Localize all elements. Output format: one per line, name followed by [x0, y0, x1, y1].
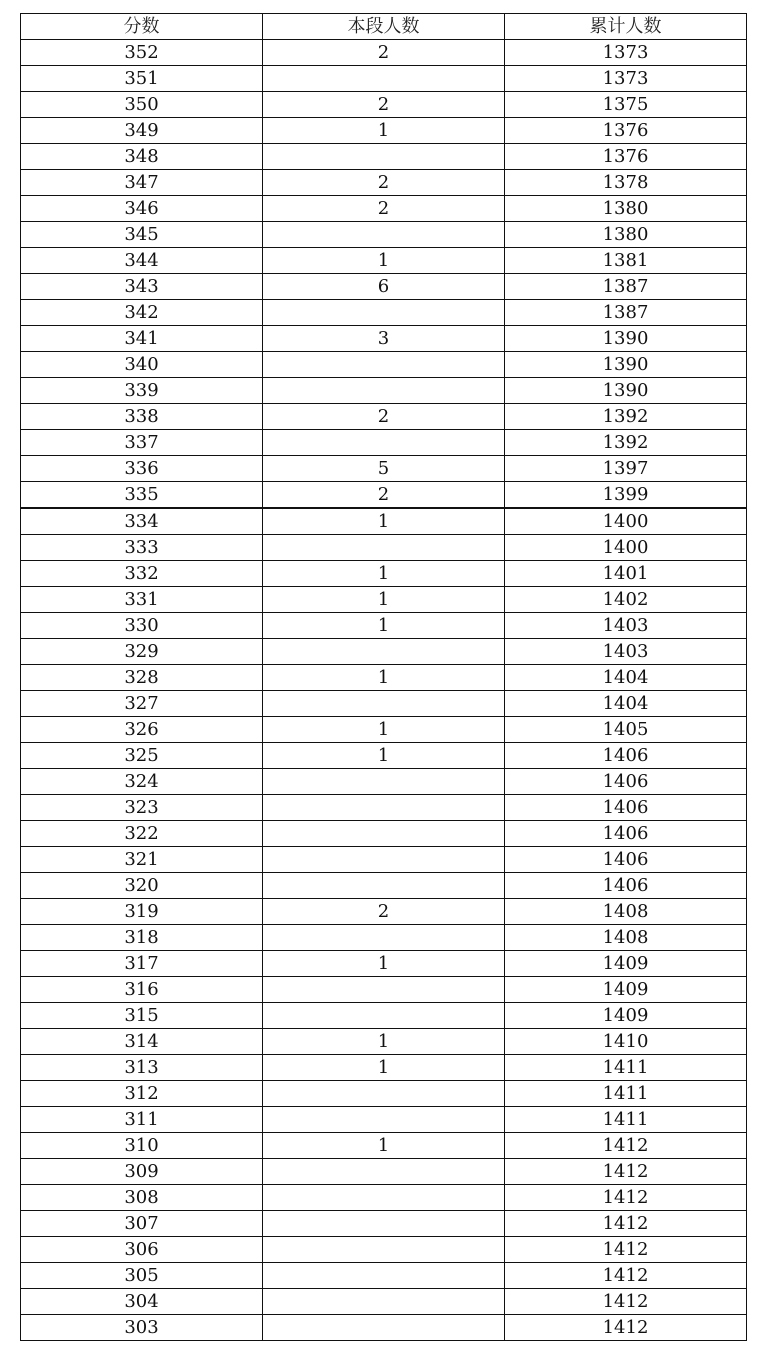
cumulative-count-cell: 1387 — [505, 274, 747, 300]
table-row — [21, 1237, 747, 1263]
segment-count-cell — [263, 1003, 505, 1029]
segment-count-cell: 1 — [263, 951, 505, 977]
table-row — [21, 222, 747, 248]
table-row — [21, 352, 747, 378]
segment-count-cell — [263, 977, 505, 1003]
table-row — [21, 300, 747, 326]
segment-count-cell — [263, 222, 505, 248]
cumulative-count-cell: 1412 — [505, 1133, 747, 1159]
score-cell: 336 — [21, 456, 263, 482]
score-cell: 330 — [21, 613, 263, 639]
score-cell: 306 — [21, 1237, 263, 1263]
score-cell: 310 — [21, 1133, 263, 1159]
score-cell: 343 — [21, 274, 263, 300]
score-cell: 323 — [21, 795, 263, 821]
score-cell: 347 — [21, 170, 263, 196]
segment-count-cell: 2 — [263, 170, 505, 196]
cumulative-count-cell: 1405 — [505, 717, 747, 743]
score-cell: 319 — [21, 899, 263, 925]
score-cell: 325 — [21, 743, 263, 769]
segment-count-cell: 1 — [263, 561, 505, 587]
segment-count-cell — [263, 1081, 505, 1107]
segment-count-cell: 1 — [263, 587, 505, 613]
score-cell: 303 — [21, 1315, 263, 1341]
score-cell: 352 — [21, 40, 263, 66]
segment-count-cell — [263, 300, 505, 326]
score-cell: 339 — [21, 378, 263, 404]
header-cumulative-count: 累计人数 — [505, 14, 747, 40]
score-cell: 331 — [21, 587, 263, 613]
cumulative-count-cell: 1376 — [505, 144, 747, 170]
score-cell: 344 — [21, 248, 263, 274]
table-body — [21, 40, 747, 1341]
table-row — [21, 665, 747, 691]
cumulative-count-cell: 1380 — [505, 196, 747, 222]
segment-count-cell: 1 — [263, 717, 505, 743]
segment-count-cell: 2 — [263, 404, 505, 430]
cumulative-count-cell: 1406 — [505, 873, 747, 899]
table-row — [21, 1081, 747, 1107]
table-row — [21, 170, 747, 196]
table-row — [21, 326, 747, 352]
segment-count-cell — [263, 1315, 505, 1341]
cumulative-count-cell: 1375 — [505, 92, 747, 118]
score-cell: 345 — [21, 222, 263, 248]
score-cell: 349 — [21, 118, 263, 144]
segment-count-cell — [263, 535, 505, 561]
table-row — [21, 66, 747, 92]
table-row — [21, 847, 747, 873]
cumulative-count-cell: 1380 — [505, 222, 747, 248]
score-cell: 304 — [21, 1289, 263, 1315]
cumulative-count-cell: 1400 — [505, 508, 747, 535]
segment-count-cell — [263, 639, 505, 665]
segment-count-cell: 3 — [263, 326, 505, 352]
segment-count-cell — [263, 769, 505, 795]
cumulative-count-cell: 1373 — [505, 40, 747, 66]
score-cell: 324 — [21, 769, 263, 795]
table-row — [21, 196, 747, 222]
cumulative-count-cell: 1412 — [505, 1237, 747, 1263]
cumulative-count-cell: 1399 — [505, 482, 747, 509]
segment-count-cell: 1 — [263, 1029, 505, 1055]
table-row — [21, 1133, 747, 1159]
score-cell: 313 — [21, 1055, 263, 1081]
score-cell: 309 — [21, 1159, 263, 1185]
cumulative-count-cell: 1378 — [505, 170, 747, 196]
segment-count-cell: 5 — [263, 456, 505, 482]
cumulative-count-cell: 1406 — [505, 847, 747, 873]
score-cell: 311 — [21, 1107, 263, 1133]
score-cell: 329 — [21, 639, 263, 665]
score-distribution-sheet — [20, 13, 746, 1341]
cumulative-count-cell: 1373 — [505, 66, 747, 92]
segment-count-cell: 2 — [263, 196, 505, 222]
cumulative-count-cell: 1412 — [505, 1185, 747, 1211]
cumulative-count-cell: 1397 — [505, 456, 747, 482]
table-row — [21, 899, 747, 925]
table-row — [21, 248, 747, 274]
table-row — [21, 1055, 747, 1081]
cumulative-count-cell: 1403 — [505, 613, 747, 639]
table-row — [21, 587, 747, 613]
score-cell: 317 — [21, 951, 263, 977]
table-row — [21, 404, 747, 430]
score-cell: 335 — [21, 482, 263, 509]
table-row — [21, 639, 747, 665]
segment-count-cell: 2 — [263, 40, 505, 66]
table-row — [21, 1315, 747, 1341]
score-cell: 316 — [21, 977, 263, 1003]
table-row — [21, 821, 747, 847]
score-cell: 337 — [21, 430, 263, 456]
table-row — [21, 118, 747, 144]
score-cell: 332 — [21, 561, 263, 587]
score-cell: 346 — [21, 196, 263, 222]
cumulative-count-cell: 1411 — [505, 1081, 747, 1107]
segment-count-cell — [263, 66, 505, 92]
segment-count-cell — [263, 1107, 505, 1133]
segment-count-cell — [263, 1263, 505, 1289]
table-row — [21, 274, 747, 300]
segment-count-cell — [263, 1211, 505, 1237]
table-row — [21, 769, 747, 795]
score-cell: 338 — [21, 404, 263, 430]
table-row — [21, 40, 747, 66]
table-row — [21, 743, 747, 769]
segment-count-cell: 6 — [263, 274, 505, 300]
table-row — [21, 482, 747, 509]
cumulative-count-cell: 1404 — [505, 691, 747, 717]
cumulative-count-cell: 1412 — [505, 1315, 747, 1341]
score-cell: 305 — [21, 1263, 263, 1289]
cumulative-count-cell: 1409 — [505, 977, 747, 1003]
cumulative-count-cell: 1408 — [505, 925, 747, 951]
segment-count-cell — [263, 1185, 505, 1211]
table-row — [21, 561, 747, 587]
cumulative-count-cell: 1408 — [505, 899, 747, 925]
segment-count-cell — [263, 430, 505, 456]
cumulative-count-cell: 1401 — [505, 561, 747, 587]
segment-count-cell: 1 — [263, 508, 505, 535]
segment-count-cell — [263, 1237, 505, 1263]
score-cell: 328 — [21, 665, 263, 691]
header-score: 分数 — [21, 14, 263, 40]
score-cell: 348 — [21, 144, 263, 170]
table-row — [21, 1289, 747, 1315]
cumulative-count-cell: 1406 — [505, 821, 747, 847]
score-cell: 322 — [21, 821, 263, 847]
segment-count-cell: 2 — [263, 482, 505, 509]
segment-count-cell: 2 — [263, 92, 505, 118]
table-row — [21, 456, 747, 482]
table-row — [21, 925, 747, 951]
table-row — [21, 691, 747, 717]
table-row — [21, 1003, 747, 1029]
cumulative-count-cell: 1376 — [505, 118, 747, 144]
cumulative-count-cell: 1390 — [505, 352, 747, 378]
cumulative-count-cell: 1412 — [505, 1263, 747, 1289]
score-distribution-table — [20, 13, 747, 1341]
score-cell: 326 — [21, 717, 263, 743]
segment-count-cell — [263, 352, 505, 378]
segment-count-cell — [263, 795, 505, 821]
cumulative-count-cell: 1392 — [505, 430, 747, 456]
table-row — [21, 92, 747, 118]
table-row — [21, 1185, 747, 1211]
cumulative-count-cell: 1406 — [505, 743, 747, 769]
table-row — [21, 430, 747, 456]
cumulative-count-cell: 1412 — [505, 1159, 747, 1185]
score-cell: 308 — [21, 1185, 263, 1211]
score-cell: 327 — [21, 691, 263, 717]
cumulative-count-cell: 1404 — [505, 665, 747, 691]
table-row — [21, 508, 747, 535]
cumulative-count-cell: 1406 — [505, 769, 747, 795]
cumulative-count-cell: 1400 — [505, 535, 747, 561]
cumulative-count-cell: 1387 — [505, 300, 747, 326]
score-cell: 333 — [21, 535, 263, 561]
score-cell: 312 — [21, 1081, 263, 1107]
segment-count-cell: 1 — [263, 1133, 505, 1159]
segment-count-cell: 1 — [263, 118, 505, 144]
segment-count-cell: 1 — [263, 613, 505, 639]
score-cell: 334 — [21, 508, 263, 535]
score-cell: 341 — [21, 326, 263, 352]
segment-count-cell — [263, 378, 505, 404]
cumulative-count-cell: 1390 — [505, 326, 747, 352]
cumulative-count-cell: 1409 — [505, 951, 747, 977]
score-cell: 350 — [21, 92, 263, 118]
segment-count-cell — [263, 821, 505, 847]
cumulative-count-cell: 1381 — [505, 248, 747, 274]
segment-count-cell — [263, 847, 505, 873]
cumulative-count-cell: 1412 — [505, 1211, 747, 1237]
segment-count-cell — [263, 925, 505, 951]
segment-count-cell: 1 — [263, 248, 505, 274]
cumulative-count-cell: 1410 — [505, 1029, 747, 1055]
segment-count-cell — [263, 144, 505, 170]
cumulative-count-cell: 1402 — [505, 587, 747, 613]
header-segment-count: 本段人数 — [263, 14, 505, 40]
cumulative-count-cell: 1406 — [505, 795, 747, 821]
cumulative-count-cell: 1390 — [505, 378, 747, 404]
segment-count-cell — [263, 1159, 505, 1185]
table-row — [21, 1211, 747, 1237]
score-cell: 318 — [21, 925, 263, 951]
table-header-row — [21, 14, 747, 40]
cumulative-count-cell: 1411 — [505, 1107, 747, 1133]
table-row — [21, 951, 747, 977]
score-cell: 340 — [21, 352, 263, 378]
score-cell: 307 — [21, 1211, 263, 1237]
score-cell: 320 — [21, 873, 263, 899]
cumulative-count-cell: 1403 — [505, 639, 747, 665]
table-row — [21, 873, 747, 899]
table-row — [21, 378, 747, 404]
score-cell: 342 — [21, 300, 263, 326]
table-row — [21, 795, 747, 821]
table-row — [21, 1107, 747, 1133]
score-cell: 321 — [21, 847, 263, 873]
table-row — [21, 717, 747, 743]
cumulative-count-cell: 1412 — [505, 1289, 747, 1315]
table-row — [21, 977, 747, 1003]
segment-count-cell — [263, 691, 505, 717]
segment-count-cell: 1 — [263, 743, 505, 769]
cumulative-count-cell: 1409 — [505, 1003, 747, 1029]
segment-count-cell: 2 — [263, 899, 505, 925]
table-row — [21, 613, 747, 639]
score-cell: 314 — [21, 1029, 263, 1055]
segment-count-cell — [263, 873, 505, 899]
segment-count-cell — [263, 1289, 505, 1315]
segment-count-cell: 1 — [263, 1055, 505, 1081]
cumulative-count-cell: 1411 — [505, 1055, 747, 1081]
score-cell: 351 — [21, 66, 263, 92]
table-row — [21, 144, 747, 170]
score-cell: 315 — [21, 1003, 263, 1029]
table-row — [21, 1159, 747, 1185]
segment-count-cell: 1 — [263, 665, 505, 691]
cumulative-count-cell: 1392 — [505, 404, 747, 430]
table-row — [21, 1029, 747, 1055]
table-row — [21, 535, 747, 561]
table-row — [21, 1263, 747, 1289]
